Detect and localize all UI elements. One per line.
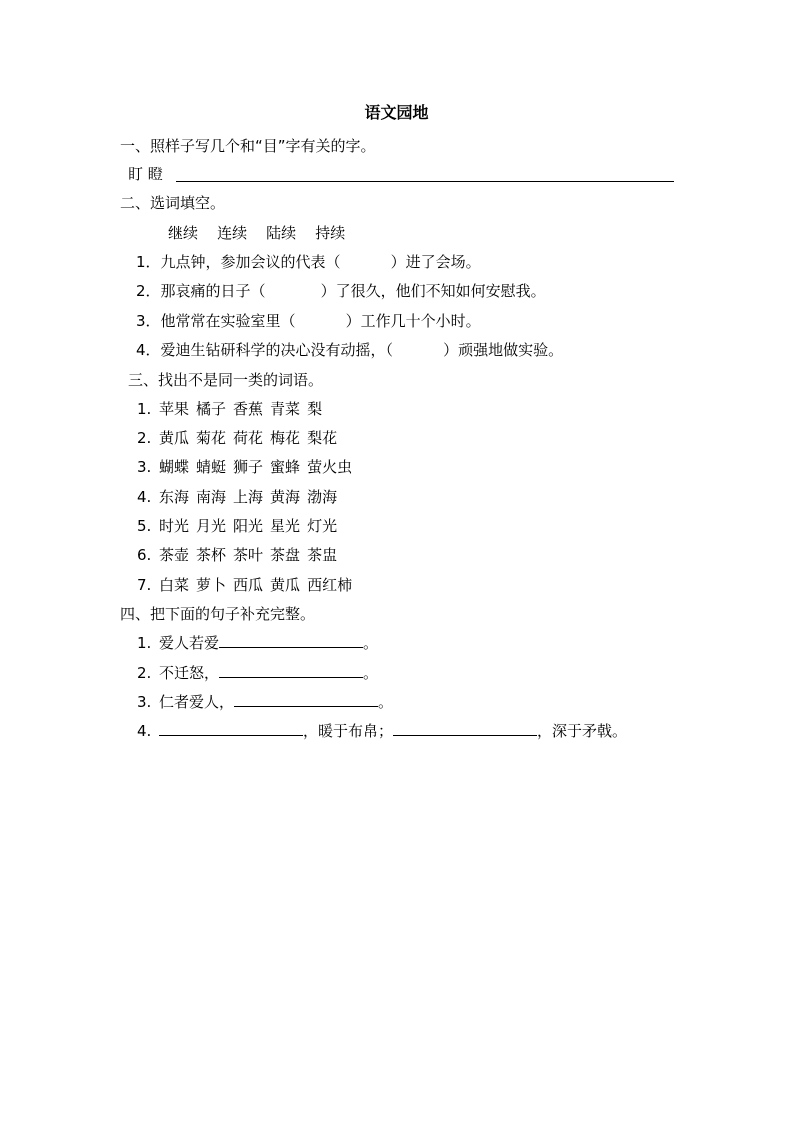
section-1-heading: 一、照样子写几个和“目”字有关的字。 (120, 137, 376, 155)
item-text-after: ）了很久，他们不知如何安慰我。 (320, 282, 546, 300)
item-number: 3. (137, 693, 152, 711)
sentence-item-4 (137, 721, 627, 741)
item-number: 2． (136, 282, 161, 300)
item-number: 4. (137, 722, 152, 740)
word[interactable]: 白菜 (159, 576, 190, 594)
word[interactable]: 蜜蜂 (270, 458, 301, 476)
word[interactable]: 香蕉 (233, 400, 264, 418)
row-number: 1. (137, 400, 152, 418)
item-text-before: 爱迪生钻研科学的决心没有动摇，（ (160, 341, 394, 359)
section-1-answer-line[interactable] (176, 181, 674, 182)
sentence-end: 。 (378, 693, 394, 711)
word[interactable]: 阳光 (233, 517, 264, 535)
section-4-heading: 四、把下面的句子补充完整。 (120, 605, 316, 623)
word[interactable]: 茶盘 (270, 546, 301, 564)
fill-item-4 (136, 340, 563, 360)
item-text-before: 那哀痛的日子（ (160, 282, 266, 300)
word[interactable]: 荷花 (233, 429, 264, 447)
word[interactable]: 渤海 (307, 488, 338, 506)
word-group-row (137, 457, 359, 477)
sentence-item-3 (137, 692, 393, 712)
word[interactable]: 橘子 (196, 400, 227, 418)
word-group-row (137, 545, 344, 565)
word-group-row (137, 399, 329, 419)
sentence-middle: ，暖于布帛； (303, 722, 394, 740)
row-number: 3. (137, 458, 152, 476)
word-group-row (137, 516, 344, 536)
word[interactable]: 月光 (196, 517, 227, 535)
item-number: 1. (137, 634, 152, 652)
word-group-row (137, 487, 344, 507)
item-number: 3． (136, 312, 161, 330)
sentence-item-2 (137, 663, 378, 683)
page-title: 语文园地 (364, 103, 429, 122)
word[interactable]: 黄海 (270, 488, 301, 506)
row-number: 2. (137, 429, 152, 447)
row-number: 6. (137, 546, 152, 564)
word[interactable]: 西红柿 (307, 576, 353, 594)
item-text-after: ）进了会场。 (390, 253, 481, 271)
sentence-text: 不迁怒， (159, 664, 220, 682)
word[interactable]: 茶杯 (196, 546, 227, 564)
word[interactable]: 菊花 (196, 429, 227, 447)
word[interactable]: 西瓜 (233, 576, 264, 594)
answer-blank[interactable] (393, 721, 537, 736)
word[interactable]: 星光 (270, 517, 301, 535)
row-number: 7. (137, 576, 152, 594)
word[interactable]: 时光 (159, 517, 190, 535)
word[interactable]: 茶壶 (159, 546, 190, 564)
answer-blank[interactable] (219, 663, 363, 678)
sentence-end: ，深于矛戟。 (537, 722, 628, 740)
item-number: 1． (136, 253, 161, 271)
word[interactable]: 蝴蝶 (159, 458, 190, 476)
answer-blank[interactable] (159, 721, 303, 736)
row-number: 5. (137, 517, 152, 535)
word[interactable]: 茶盅 (307, 546, 338, 564)
word[interactable]: 狮子 (233, 458, 264, 476)
sentence-item-1 (137, 633, 378, 653)
word[interactable]: 梨 (307, 400, 323, 418)
word[interactable]: 南海 (196, 488, 227, 506)
word[interactable]: 蜻蜓 (196, 458, 227, 476)
word[interactable]: 萤火虫 (307, 458, 353, 476)
item-text-before: 九点钟，参加会议的代表（ (160, 253, 341, 271)
answer-blank[interactable] (219, 633, 363, 648)
word[interactable]: 梅花 (270, 429, 301, 447)
word[interactable]: 上海 (233, 488, 264, 506)
item-text-after: ）顽强地做实验。 (443, 341, 564, 359)
word[interactable]: 梨花 (307, 429, 338, 447)
sentence-end: 。 (363, 634, 379, 652)
fill-item-2 (136, 281, 546, 301)
word[interactable]: 东海 (159, 488, 190, 506)
word[interactable]: 灯光 (307, 517, 338, 535)
answer-blank[interactable] (234, 692, 378, 707)
fill-item-1 (136, 252, 481, 272)
item-number: 4． (136, 341, 161, 359)
word[interactable]: 青菜 (270, 400, 301, 418)
item-number: 2. (137, 664, 152, 682)
word[interactable]: 苹果 (159, 400, 190, 418)
section-3-heading: 三、找出不是同一类的词语。 (128, 371, 324, 389)
word[interactable]: 萝卜 (196, 576, 227, 594)
item-text-after: ）工作几十个小时。 (345, 312, 481, 330)
word[interactable]: 黄瓜 (270, 576, 301, 594)
example-chars: 盯 瞪 (128, 165, 163, 183)
word-group-row (137, 428, 344, 448)
section-2-heading: 二、选词填空。 (120, 194, 226, 212)
sentence-end: 。 (363, 664, 379, 682)
word[interactable]: 黄瓜 (159, 429, 190, 447)
sentence-text: 仁者爱人， (159, 693, 235, 711)
row-number: 4. (137, 488, 152, 506)
fill-item-3 (136, 311, 481, 331)
item-text-before: 他常常在实验室里（ (160, 312, 296, 330)
word-options: 继续 连续 陆续 持续 (168, 224, 346, 242)
sentence-text: 爱人若爱 (159, 634, 220, 652)
word[interactable]: 茶叶 (233, 546, 264, 564)
section-1-example (128, 164, 163, 184)
word-group-row (137, 575, 359, 595)
